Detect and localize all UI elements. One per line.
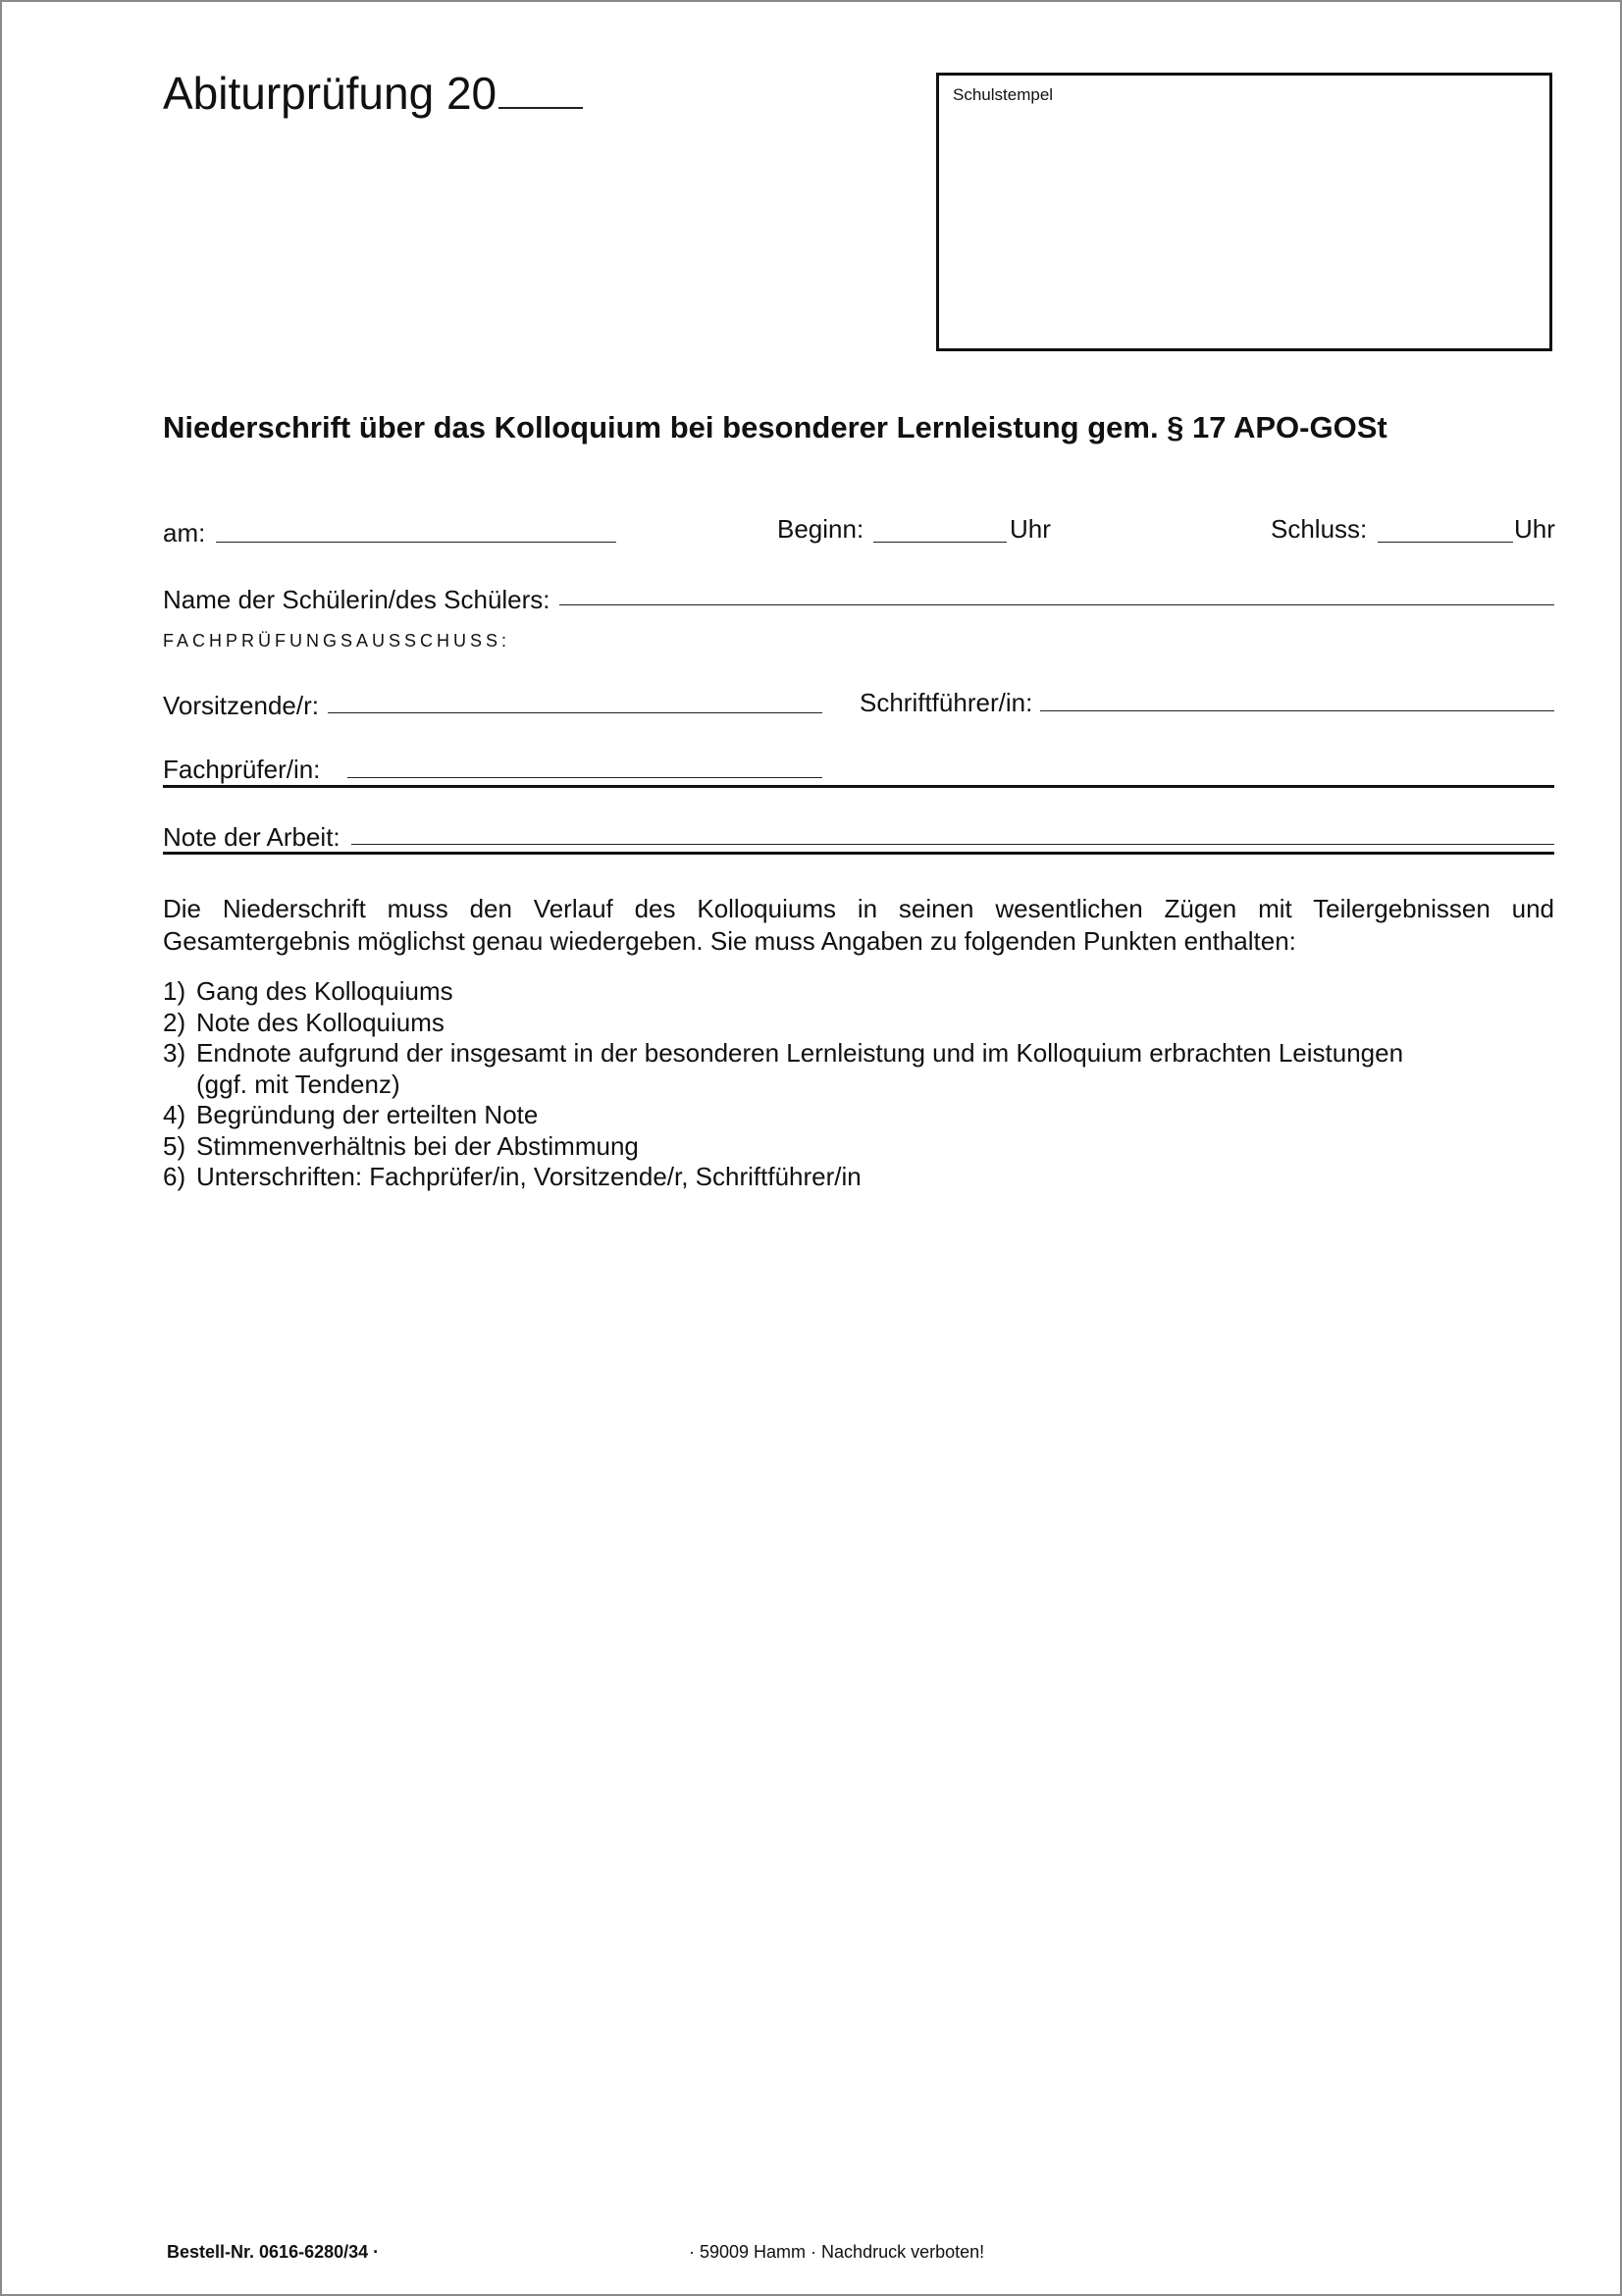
school-stamp-label: Schulstempel xyxy=(953,85,1054,104)
list-item-text: Begründung der erteilten Note xyxy=(196,1100,539,1129)
committee-label: FACHPRÜFUNGSAUSSCHUSS: xyxy=(163,631,511,651)
end-label: Schluss: xyxy=(1271,514,1368,544)
exam-title xyxy=(163,67,583,120)
list-item-text: Gang des Kolloquiums xyxy=(196,976,453,1006)
points-list xyxy=(163,976,1403,1193)
date-line[interactable] xyxy=(216,542,616,543)
list-item-text: Endnote aufgrund der insgesamt in der besonderen Lernleistung und im Kolloquium erbrachten Leistungen xyxy=(196,1038,1404,1068)
list-item-number: 3) xyxy=(163,1038,186,1068)
order-number: Bestell-Nr. 0616-6280/34 · xyxy=(167,2242,380,2262)
form-heading: Niederschrift über das Kolloquium bei besonderer Lernleistung gem. § 17 APO-GOSt xyxy=(163,410,1387,444)
publisher-note: · 59009 Hamm · Nachdruck verboten! xyxy=(689,2242,985,2262)
date-label: am: xyxy=(163,518,206,548)
list-item xyxy=(163,1100,1403,1131)
grade-label: Note der Arbeit: xyxy=(163,822,340,852)
school-stamp-box xyxy=(936,73,1552,351)
student-name-line[interactable] xyxy=(559,604,1554,605)
start-line[interactable] xyxy=(873,542,1007,543)
list-item xyxy=(163,976,1403,1008)
section-divider-1 xyxy=(163,785,1554,788)
list-item xyxy=(163,1038,1403,1070)
student-name-label: Name der Schülerin/des Schülers: xyxy=(163,585,550,614)
recorder-label: Schriftführer/in: xyxy=(860,688,1033,717)
year-blank[interactable] xyxy=(498,99,583,109)
list-item-text: Unterschriften: Fachprüfer/in, Vorsitzende/r, Schriftführer/in xyxy=(196,1162,862,1191)
list-item-number: 5) xyxy=(163,1130,186,1161)
list-item-text: Stimmenverhältnis bei der Abstimmung xyxy=(196,1130,639,1161)
list-item xyxy=(163,1131,1403,1163)
list-item-continuation: (ggf. mit Tendenz) xyxy=(196,1069,400,1099)
list-item-text: Note des Kolloquiums xyxy=(196,1007,445,1037)
list-item-number: 6) xyxy=(163,1162,186,1191)
section-divider-2 xyxy=(163,852,1554,855)
examiner-label: Fachprüfer/in: xyxy=(163,755,321,784)
start-label: Beginn: xyxy=(777,514,864,544)
recorder-line[interactable] xyxy=(1040,710,1554,711)
grade-line[interactable] xyxy=(351,844,1554,845)
examiner-line[interactable] xyxy=(347,777,822,778)
list-item xyxy=(163,1162,1403,1193)
chair-line[interactable] xyxy=(328,712,822,713)
instructions-paragraph: Die Niederschrift muss den Verlauf des Kolloquiums in seinen wesentlichen Zügen mit Teilergebnissen und Gesamtergebnis möglichst genau wiedergeben. Sie muss Angaben zu folgenden Punkten enthalten: xyxy=(163,894,1554,956)
exam-title-text: Abiturprüfung 20 xyxy=(163,68,497,119)
end-unit: Uhr xyxy=(1514,514,1555,544)
end-line[interactable] xyxy=(1378,542,1513,543)
list-item-number: 2) xyxy=(163,1007,186,1037)
list-item-number: 4) xyxy=(163,1100,186,1129)
list-item xyxy=(163,1008,1403,1039)
chair-label: Vorsitzende/r: xyxy=(163,691,319,720)
start-unit: Uhr xyxy=(1010,514,1051,544)
list-item-number: 1) xyxy=(163,976,186,1006)
